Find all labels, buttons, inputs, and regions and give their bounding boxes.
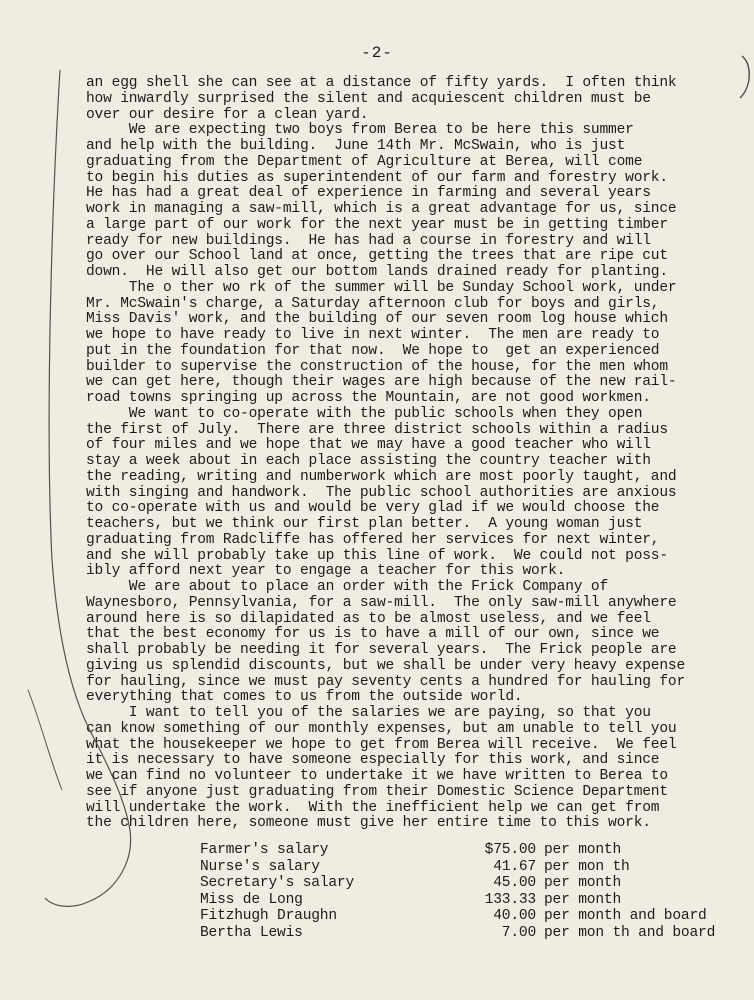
- body-line: we hope to have ready to live in next winter. The men are ready to: [86, 327, 660, 343]
- salary-term: per month: [544, 875, 622, 892]
- body-line: and help with the building. June 14th Mr. McSwain, who is just: [86, 138, 626, 154]
- body-line: see if anyone just graduating from their Domestic Science Department: [86, 783, 668, 800]
- body-line: graduating from Radcliffe has offered her services for next winter,: [86, 531, 660, 548]
- body-line: graduating from the Department of Agriculture at Berea, will come: [86, 153, 643, 170]
- body-line: Waynesboro, Pennsylvania, for a saw-mill. The only saw-mill anywhere: [86, 594, 677, 611]
- body-line: ibly afford next year to engage a teacher for this work.: [86, 563, 566, 580]
- body-line: We are expecting two boys from Berea to be here this summer: [86, 122, 634, 139]
- body-line: down. He will also get our bottom lands drained ready for planting.: [86, 264, 668, 280]
- salary-term: per month: [544, 891, 622, 908]
- body-line: stay a week about in each place assisting the country teacher with: [86, 453, 651, 469]
- body-line: builder to supervise the construction of the house, for the men whom: [86, 358, 668, 375]
- body-line: to co-operate with us and would be very glad if we would choose the: [86, 500, 660, 517]
- salary-amount: 45.00: [493, 875, 536, 892]
- page-number: -2-: [361, 44, 393, 62]
- salary-label: Miss de Long: [200, 891, 303, 908]
- body-line: how inwardly surprised the silent and acquiescent children must be: [86, 90, 651, 107]
- body-line: We want to co-operate with the public schools when they open: [86, 405, 643, 422]
- body-line: the children here, someone must give her entire time to this work.: [86, 815, 651, 832]
- body-line: Mr. McSwain's charge, a Saturday afternoon club for boys and girls,: [86, 295, 660, 312]
- salary-amount: $75.00: [484, 842, 536, 858]
- body-line: everything that comes to us from the outside world.: [86, 689, 523, 706]
- body-line: ready for new buildings. He has had a course in forestry and will: [86, 232, 651, 249]
- body-line: put in the foundation for that now. We hope to get an experienced: [86, 342, 660, 359]
- body-line: The o ther wo rk of the summer will be Sunday School work, under: [86, 279, 677, 296]
- salary-label: Bertha Lewis: [200, 924, 303, 941]
- body-line: it is necessary to have someone especially for this work, and since: [86, 752, 660, 769]
- salary-row: [200, 908, 740, 925]
- body-line: that the best economy for us is to have a mill of our own, since we: [86, 626, 660, 643]
- body-line: We are about to place an order with the Frick Company of: [86, 579, 609, 595]
- salary-row: [200, 842, 740, 859]
- body-line: an egg shell she can see at a distance of fifty yards. I often think: [86, 75, 677, 91]
- pencil-bracket-mark: [740, 56, 749, 98]
- salary-term: per month and board: [544, 908, 707, 925]
- body-line: we can get here, though their wages are high because of the new rail-: [86, 374, 677, 391]
- body-line: of four miles and we hope that we may have a good teacher who will: [86, 437, 651, 454]
- body-line: go over our School land at once, getting the trees that are ripe cut: [86, 248, 668, 265]
- body-line: what the housekeeper we hope to get from Berea will receive. We feel: [86, 736, 677, 753]
- body-line: the first of July. There are three district schools within a radius: [86, 421, 668, 438]
- body-line: He has had a great deal of experience in farming and several years: [86, 185, 651, 202]
- salary-label: Nurse's salary: [200, 858, 320, 875]
- body-line: and she will probably take up this line of work. We could not poss-: [86, 547, 668, 564]
- body-line: the reading, writing and numberwork which are most poorly taught, and: [86, 468, 677, 485]
- salary-row: [200, 859, 740, 876]
- salary-row: [200, 892, 740, 909]
- body-line: a large part of our work for the next year must be in getting timber: [86, 216, 668, 233]
- body-line: will undertake the work. With the inefficient help we can get from: [86, 799, 660, 816]
- salary-label: Secretary's salary: [200, 875, 355, 892]
- body-line: teachers, but we think our first plan better. A young woman just: [86, 516, 643, 532]
- body-line: can know something of our monthly expenses, but am unable to tell you: [86, 720, 677, 737]
- body-line: giving us splendid discounts, but we shall be under very heavy expense: [86, 657, 686, 674]
- pencil-margin-tick: [28, 690, 62, 790]
- salary-amount: 133.33: [484, 891, 536, 908]
- body-line: over our desire for a clean yard.: [86, 106, 369, 123]
- salary-row: [200, 875, 740, 892]
- salary-table: [200, 842, 740, 942]
- body-line: I want to tell you of the salaries we are paying, so that you: [86, 705, 651, 721]
- salary-amount: 40.00: [493, 908, 536, 925]
- letter-body: [86, 76, 685, 832]
- salary-amount: 41.67: [493, 858, 536, 875]
- salary-label: Fitzhugh Draughn: [200, 908, 337, 925]
- body-line: road towns springing up across the Mountain, are not good workmen.: [86, 390, 651, 406]
- body-line: we can find no volunteer to undertake it we have written to Berea to: [86, 768, 668, 784]
- body-line: for hauling, since we must pay seventy cents a hundred for hauling for: [86, 673, 686, 690]
- body-line: around here is so dilapidated as to be almost useless, and we feel: [86, 610, 651, 627]
- salary-row: [200, 925, 740, 942]
- salary-amount: 7.00: [501, 924, 536, 941]
- body-line: Miss Davis' work, and the building of our seven room log house which: [86, 311, 668, 328]
- body-line: with singing and handwork. The public school authorities are anxious: [86, 484, 677, 501]
- salary-term: per month: [544, 842, 622, 858]
- salary-term: per mon th: [544, 858, 630, 875]
- salary-label: Farmer's salary: [200, 842, 329, 858]
- body-line: to begin his duties as superintendent of our farm and forestry work.: [86, 169, 668, 186]
- body-line: work in managing a saw-mill, which is a great advantage for us, since: [86, 201, 677, 217]
- salary-term: per mon th and board: [544, 924, 716, 941]
- body-line: shall probably be needing it for several years. The Frick people are: [86, 642, 677, 658]
